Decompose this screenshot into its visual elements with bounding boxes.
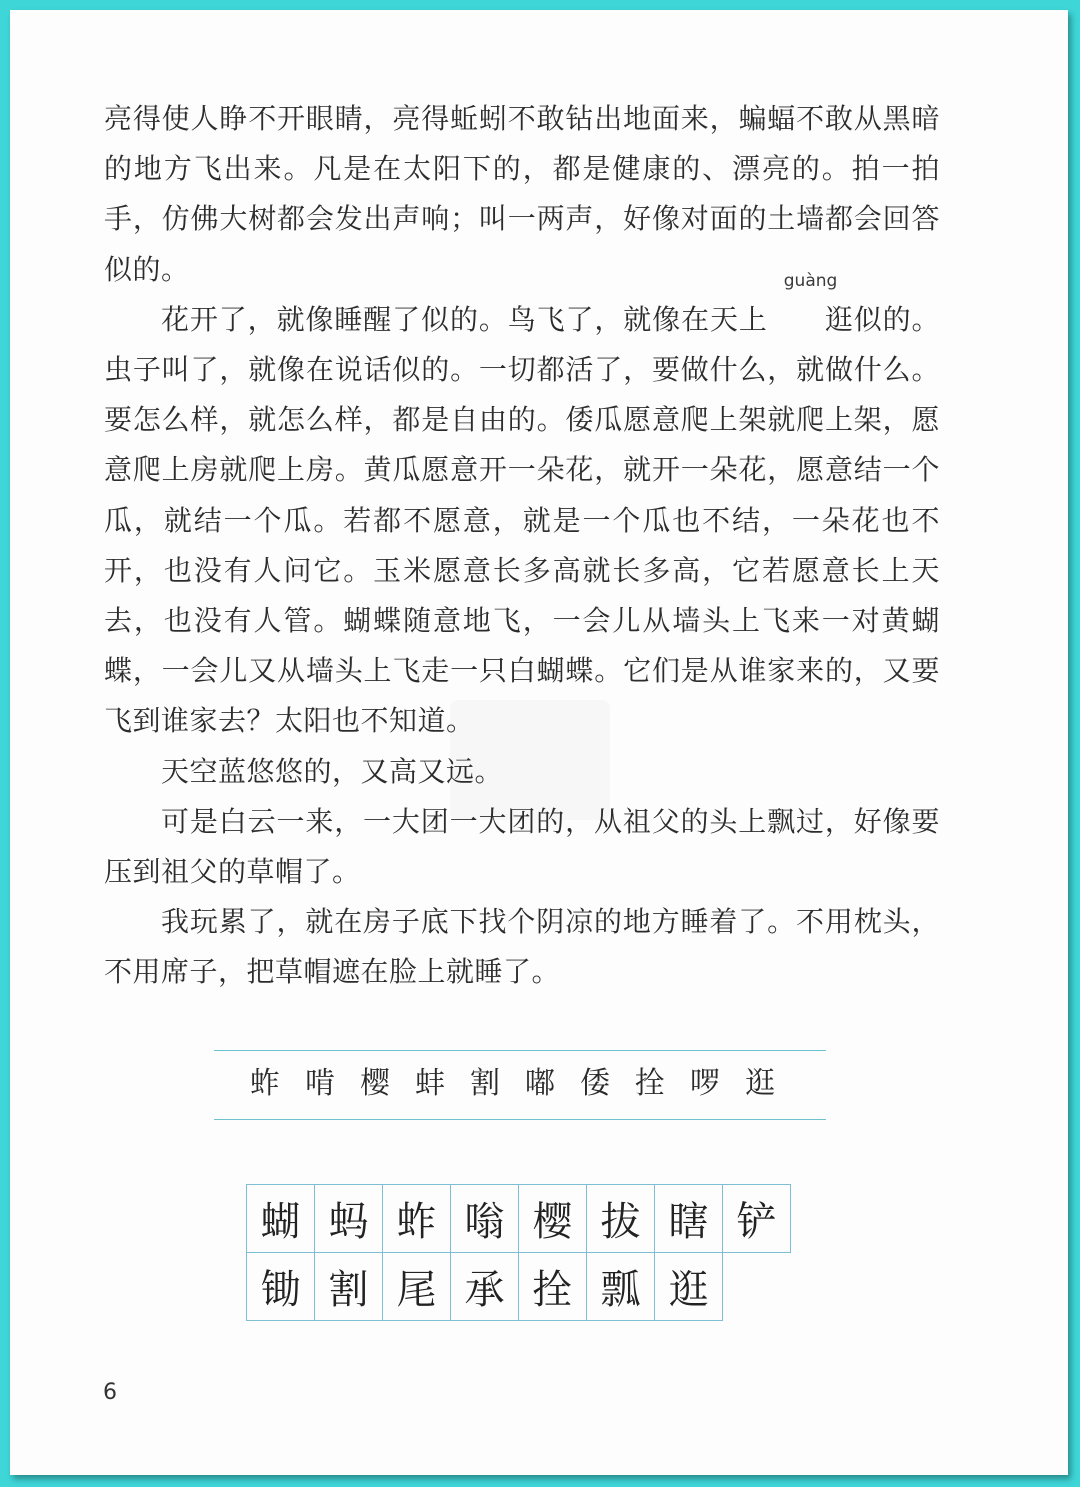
paragraph-2-after: 似的。虫子叫了，就像在说话似的。一切都活了，要做什么，就做什么。要怎么样，就怎么样，都是自由的。倭瓜愿意爬上架就爬上架，愿意爬上房就爬上房。黄瓜愿意开一朵花，就开一朵花，愿意结一个瓜，就结一个瓜。若都不愿意，就是一个瓜也不结，一朵花也不开，也没有人问它。玉米愿意长多高就长多高，它若愿意长上天去，也没有人管。蝴蝶随意地飞，一会儿从墙头上飞来一对黄蝴蝶，一会儿又从墙头上飞走一只白蝴蝶。它们是从谁家来的，又要飞到谁家去？太阳也不知道。: [104, 302, 940, 738]
reading-char: 拴: [635, 1066, 665, 1101]
grid-row-1: [246, 1184, 790, 1252]
story-text: [104, 94, 940, 998]
annotated-char: [768, 270, 854, 345]
grid-cell: 蚱: [382, 1184, 451, 1253]
grid-cell: 拔: [586, 1184, 655, 1253]
grid-cell: 拴: [518, 1252, 587, 1321]
grid-cell: 瞎: [654, 1184, 723, 1253]
pinyin-annotation: guàng: [783, 270, 838, 291]
grid-cell: 逛: [654, 1252, 723, 1321]
reading-characters-box: [214, 1050, 826, 1120]
paragraph-2: [104, 270, 940, 747]
grid-cell: 铲: [722, 1184, 791, 1253]
grid-cell: 蝴: [246, 1184, 315, 1253]
reading-char: 啰: [690, 1066, 720, 1101]
grid-cell: 樱: [518, 1184, 587, 1253]
reading-char: 啃: [305, 1066, 335, 1101]
paragraph-4: 可是白云一来，一大团一大团的，从祖父的头上飘过，好像要压到祖父的草帽了。: [104, 804, 940, 889]
grid-cell: 瓢: [586, 1252, 655, 1321]
page-number: 6: [103, 1380, 117, 1405]
paragraph-3: 天空蓝悠悠的，又高又远。: [161, 754, 504, 788]
paragraph-2-before: 花开了，就像睡醒了似的。鸟飞了，就像在天上: [161, 302, 768, 336]
reading-char: 倭: [580, 1066, 610, 1101]
paragraph-5: 我玩累了，就在房子底下找个阴凉的地方睡着了。不用枕头，不用席子，把草帽遮在脸上就睡了。: [104, 905, 940, 989]
reading-char: 割: [470, 1066, 500, 1101]
reading-char: 蚱: [250, 1066, 280, 1101]
annotated-char-text: 逛: [824, 302, 854, 336]
reading-char: 蚌: [415, 1066, 445, 1101]
grid-cell: 锄: [246, 1252, 315, 1321]
reading-char: 樱: [360, 1066, 390, 1101]
reading-char: 嘟: [525, 1066, 555, 1101]
paragraph-1: 亮得使人睁不开眼睛，亮得蚯蚓不敢钻出地面来，蝙蝠不敢从黑暗的地方飞出来。凡是在太阳下的，都是健康的、漂亮的。拍一拍手，仿佛大树都会发出声响；叫一两声，好像对面的土墙都会回答似的。: [104, 102, 940, 286]
writing-characters-grid: [246, 1184, 790, 1320]
grid-cell: 蚂: [314, 1184, 383, 1253]
reading-characters-row: [250, 1065, 800, 1103]
grid-cell: 嗡: [450, 1184, 519, 1253]
grid-row-2: [246, 1252, 790, 1320]
grid-cell: 尾: [382, 1252, 451, 1321]
reading-char: 逛: [745, 1066, 775, 1101]
grid-cell: 承: [450, 1252, 519, 1321]
textbook-page: [10, 10, 1068, 1475]
grid-cell: 割: [314, 1252, 383, 1321]
